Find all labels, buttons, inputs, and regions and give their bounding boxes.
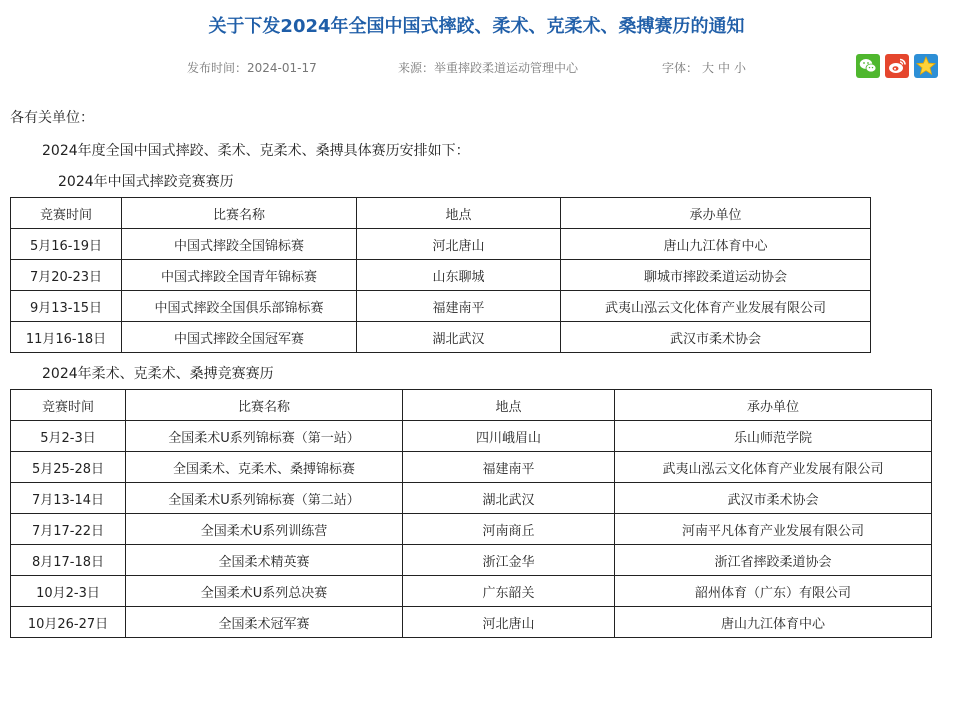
schedule-table-jiujitsu: [10, 389, 932, 638]
event-cell: 全国柔术冠军赛: [126, 607, 403, 638]
event-cell: 中国式摔跤全国锦标赛: [122, 229, 357, 260]
organizer-cell: 乐山师范学院: [615, 421, 932, 452]
font-size-control: [662, 60, 746, 76]
organizer-cell: 武汉市柔术协会: [561, 322, 871, 353]
font-size-label: 字体：: [662, 61, 699, 75]
date-cell: 7月20-23日: [11, 260, 122, 291]
greeting: 各有关单位：: [10, 110, 94, 126]
location-cell: 河北唐山: [403, 607, 615, 638]
location-cell: 湖北武汉: [403, 483, 615, 514]
organizer-cell: 聊城市摔跤柔道运动协会: [561, 260, 871, 291]
organizer-cell: 韶州体育（广东）有限公司: [615, 576, 932, 607]
location-cell: 广东韶关: [403, 576, 615, 607]
header-cell: 比赛名称: [126, 390, 403, 421]
event-cell: 全国柔术U系列锦标赛（第二站）: [126, 483, 403, 514]
header-cell: 承办单位: [561, 198, 871, 229]
location-cell: 福建南平: [357, 291, 561, 322]
location-cell: 浙江金华: [403, 545, 615, 576]
font-size-medium-link[interactable]: 中: [718, 61, 731, 75]
header-cell: 地点: [357, 198, 561, 229]
date-cell: 9月13-15日: [11, 291, 122, 322]
publish-date: 发布时间：2024-01-17: [187, 61, 317, 75]
event-cell: 全国柔术、克柔术、桑搏锦标赛: [126, 452, 403, 483]
date-cell: 8月17-18日: [11, 545, 126, 576]
schedule-table-shuaijiao: [10, 197, 871, 353]
event-cell: 中国式摔跤全国青年锦标赛: [122, 260, 357, 291]
location-cell: 福建南平: [403, 452, 615, 483]
font-size-large-link[interactable]: 大: [702, 61, 715, 75]
organizer-cell: 浙江省摔跤柔道协会: [615, 545, 932, 576]
date-cell: 7月17-22日: [11, 514, 126, 545]
table-row: [11, 483, 932, 514]
table-row: [11, 322, 871, 353]
table-caption-shuaijiao: 2024年中国式摔跤竞赛赛历: [58, 174, 234, 190]
date-cell: 10月26-27日: [11, 607, 126, 638]
date-cell: 10月2-3日: [11, 576, 126, 607]
event-cell: 中国式摔跤全国俱乐部锦标赛: [122, 291, 357, 322]
date-cell: 5月16-19日: [11, 229, 122, 260]
table-row: [11, 514, 932, 545]
organizer-cell: 武夷山泓云文化体育产业发展有限公司: [561, 291, 871, 322]
date-cell: 5月25-28日: [11, 452, 126, 483]
header-cell: 承办单位: [615, 390, 932, 421]
location-cell: 山东聊城: [357, 260, 561, 291]
event-cell: 全国柔术U系列总决赛: [126, 576, 403, 607]
table-row: [11, 452, 932, 483]
table-row: [11, 576, 932, 607]
event-cell: 全国柔术U系列锦标赛（第一站）: [126, 421, 403, 452]
header-cell: 竞赛时间: [11, 390, 126, 421]
weibo-icon[interactable]: [885, 54, 909, 78]
wechat-icon[interactable]: [856, 54, 880, 78]
location-cell: 河北唐山: [357, 229, 561, 260]
date-cell: 7月13-14日: [11, 483, 126, 514]
favorite-star-icon[interactable]: [914, 54, 938, 78]
location-cell: 河南商丘: [403, 514, 615, 545]
date-cell: 5月2-3日: [11, 421, 126, 452]
event-cell: 全国柔术精英赛: [126, 545, 403, 576]
table-row: [11, 545, 932, 576]
organizer-cell: 武汉市柔术协会: [615, 483, 932, 514]
table-row: [11, 260, 871, 291]
organizer-cell: 武夷山泓云文化体育产业发展有限公司: [615, 452, 932, 483]
font-size-small-link[interactable]: 小: [734, 61, 747, 75]
article-source: 来源：举重摔跤柔道运动管理中心: [398, 61, 579, 75]
header-cell: 竞赛时间: [11, 198, 122, 229]
page-title: 关于下发2024年全国中国式摔跤、柔术、克柔术、桑搏赛历的通知: [208, 16, 745, 37]
date-cell: 11月16-18日: [11, 322, 122, 353]
header-cell: 地点: [403, 390, 615, 421]
header-cell: 比赛名称: [122, 198, 357, 229]
event-cell: 全国柔术U系列训练营: [126, 514, 403, 545]
organizer-cell: 河南平凡体育产业发展有限公司: [615, 514, 932, 545]
table-row: [11, 229, 871, 260]
table-row: [11, 421, 932, 452]
table-row: [11, 607, 932, 638]
intro-paragraph: 2024年度全国中国式摔跤、柔术、克柔术、桑搏具体赛历安排如下：: [42, 143, 470, 159]
table-row: [11, 291, 871, 322]
event-cell: 中国式摔跤全国冠军赛: [122, 322, 357, 353]
location-cell: 湖北武汉: [357, 322, 561, 353]
table-caption-jiujitsu: 2024年柔术、克柔术、桑搏竞赛赛历: [42, 366, 274, 382]
organizer-cell: 唐山九江体育中心: [561, 229, 871, 260]
table-header-row: [11, 390, 932, 421]
organizer-cell: 唐山九江体育中心: [615, 607, 932, 638]
location-cell: 四川峨眉山: [403, 421, 615, 452]
table-header-row: [11, 198, 871, 229]
